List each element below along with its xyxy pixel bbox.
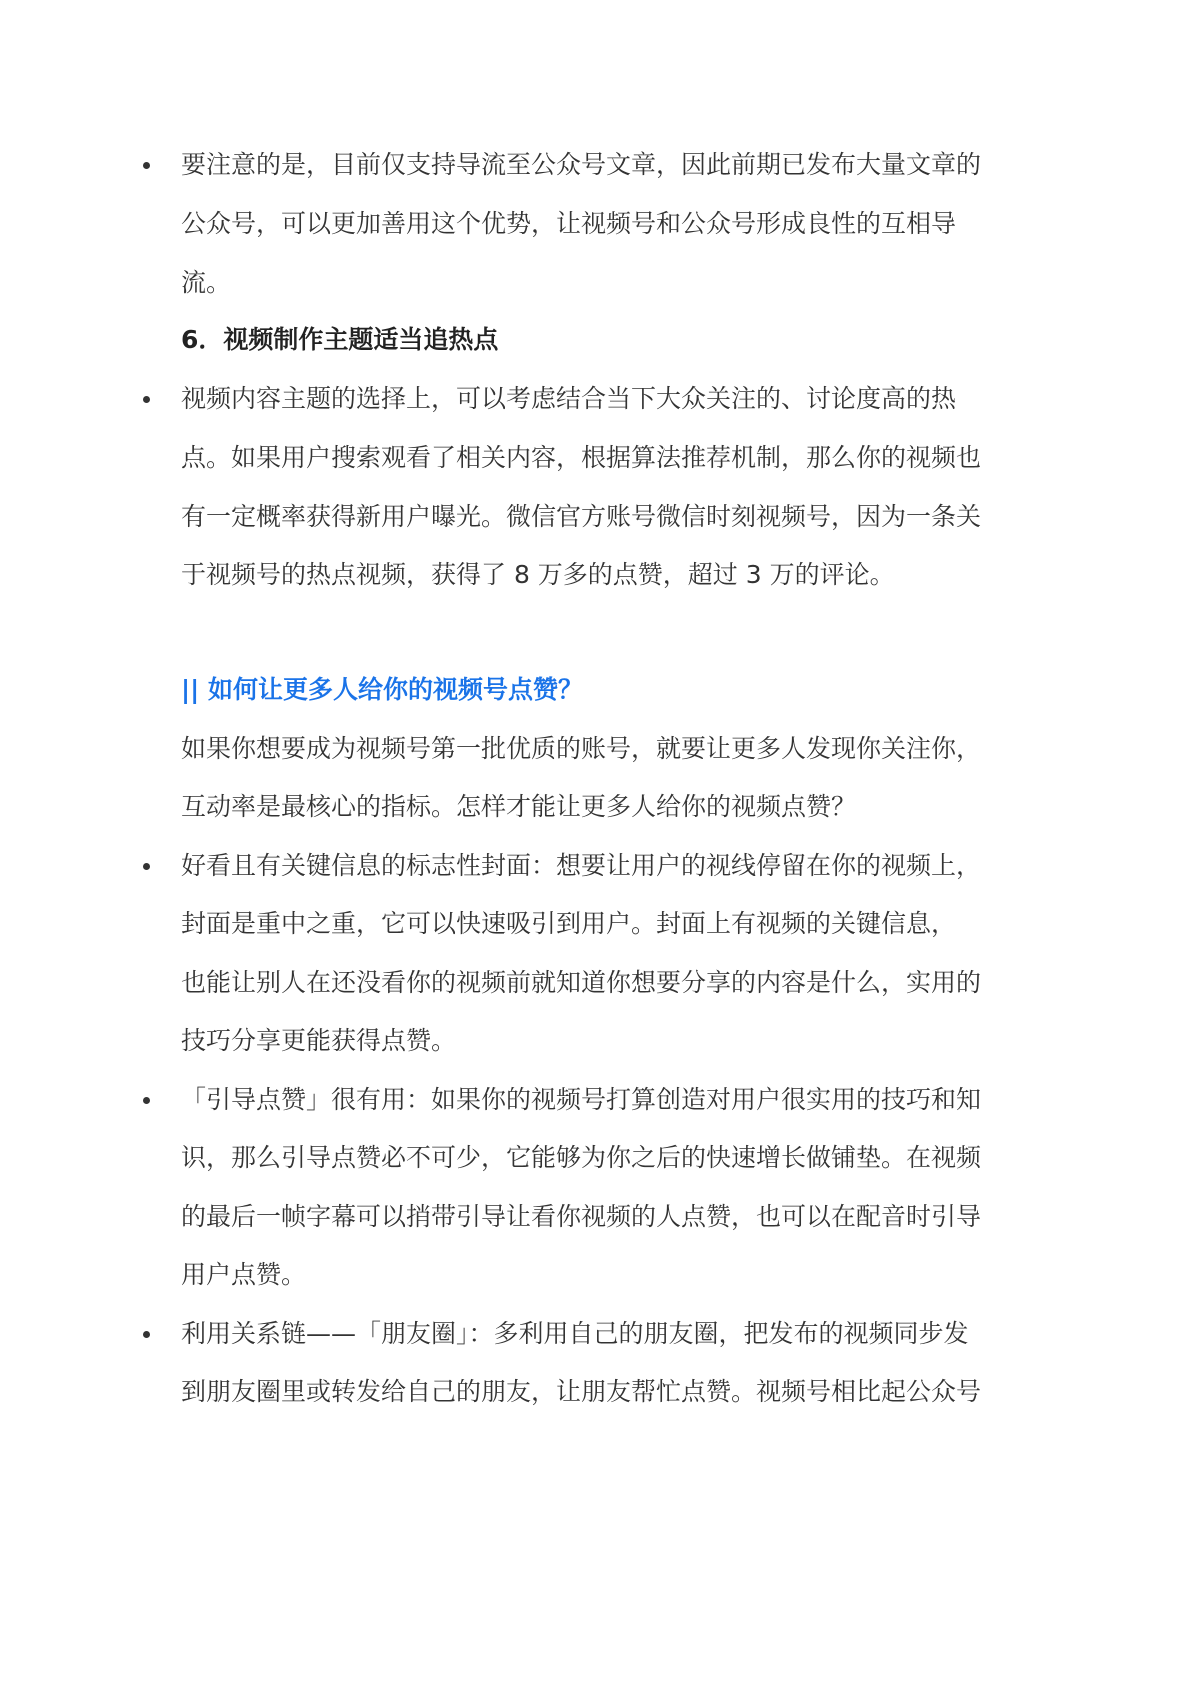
paragraph-line: 视频内容主题的选择上，可以考虑结合当下大众关注的、讨论度高的热: [181, 384, 957, 413]
subheading: 6．视频制作主题适当追热点: [181, 325, 499, 354]
paragraph-line: 如果你想要成为视频号第一批优质的账号，就要让更多人发现你关注你，: [181, 734, 982, 763]
paragraph-line: 要注意的是，目前仅支持导流至公众号文章，因此前期已发布大量文章的: [181, 150, 982, 179]
paragraph-line: 点。如果用户搜索观看了相关内容，根据算法推荐机制，那么你的视频也: [181, 443, 982, 472]
paragraph-line: 也能让别人在还没看你的视频前就知道你想要分享的内容是什么，实用的: [181, 968, 982, 997]
paragraph-line: 好看且有关键信息的标志性封面：想要让用户的视线停留在你的视频上，: [181, 851, 982, 880]
bullet-marker: [143, 162, 150, 169]
paragraph-line: 于视频号的热点视频，获得了 8 万多的点赞，超过 3 万的评论。: [181, 560, 895, 589]
bullet-marker: [143, 1331, 150, 1338]
section-heading: || 如何让更多人给你的视频号点赞？: [181, 675, 583, 704]
paragraph-line: 流。: [181, 268, 232, 297]
paragraph-line: 到朋友圈里或转发给自己的朋友，让朋友帮忙点赞。视频号相比起公众号: [181, 1377, 982, 1406]
paragraph-line: 利用关系链——「朋友圈」：多利用自己的朋友圈，把发布的视频同步发: [181, 1319, 969, 1348]
paragraph-line: 识，那么引导点赞必不可少，它能够为你之后的快速增长做铺垫。在视频: [181, 1143, 982, 1172]
paragraph-line: 「引导点赞」很有用：如果你的视频号打算创造对用户很实用的技巧和知: [181, 1085, 982, 1114]
paragraph-line: 公众号，可以更加善用这个优势，让视频号和公众号形成良性的互相导: [181, 209, 957, 238]
bullet-marker: [143, 863, 150, 870]
bullet-marker: [143, 1097, 150, 1104]
bullet-marker: [143, 396, 150, 403]
paragraph-line: 的最后一帧字幕可以捎带引导让看你视频的人点赞，也可以在配音时引导: [181, 1202, 982, 1231]
paragraph-line: 技巧分享更能获得点赞。: [181, 1026, 457, 1055]
paragraph-line: 互动率是最核心的指标。怎样才能让更多人给你的视频点赞？: [181, 792, 857, 821]
paragraph-line: 用户点赞。: [181, 1260, 307, 1289]
paragraph-line: 有一定概率获得新用户曝光。微信官方账号微信时刻视频号，因为一条关: [181, 502, 982, 531]
paragraph-line: 封面是重中之重，它可以快速吸引到用户。封面上有视频的关键信息，: [181, 909, 957, 938]
